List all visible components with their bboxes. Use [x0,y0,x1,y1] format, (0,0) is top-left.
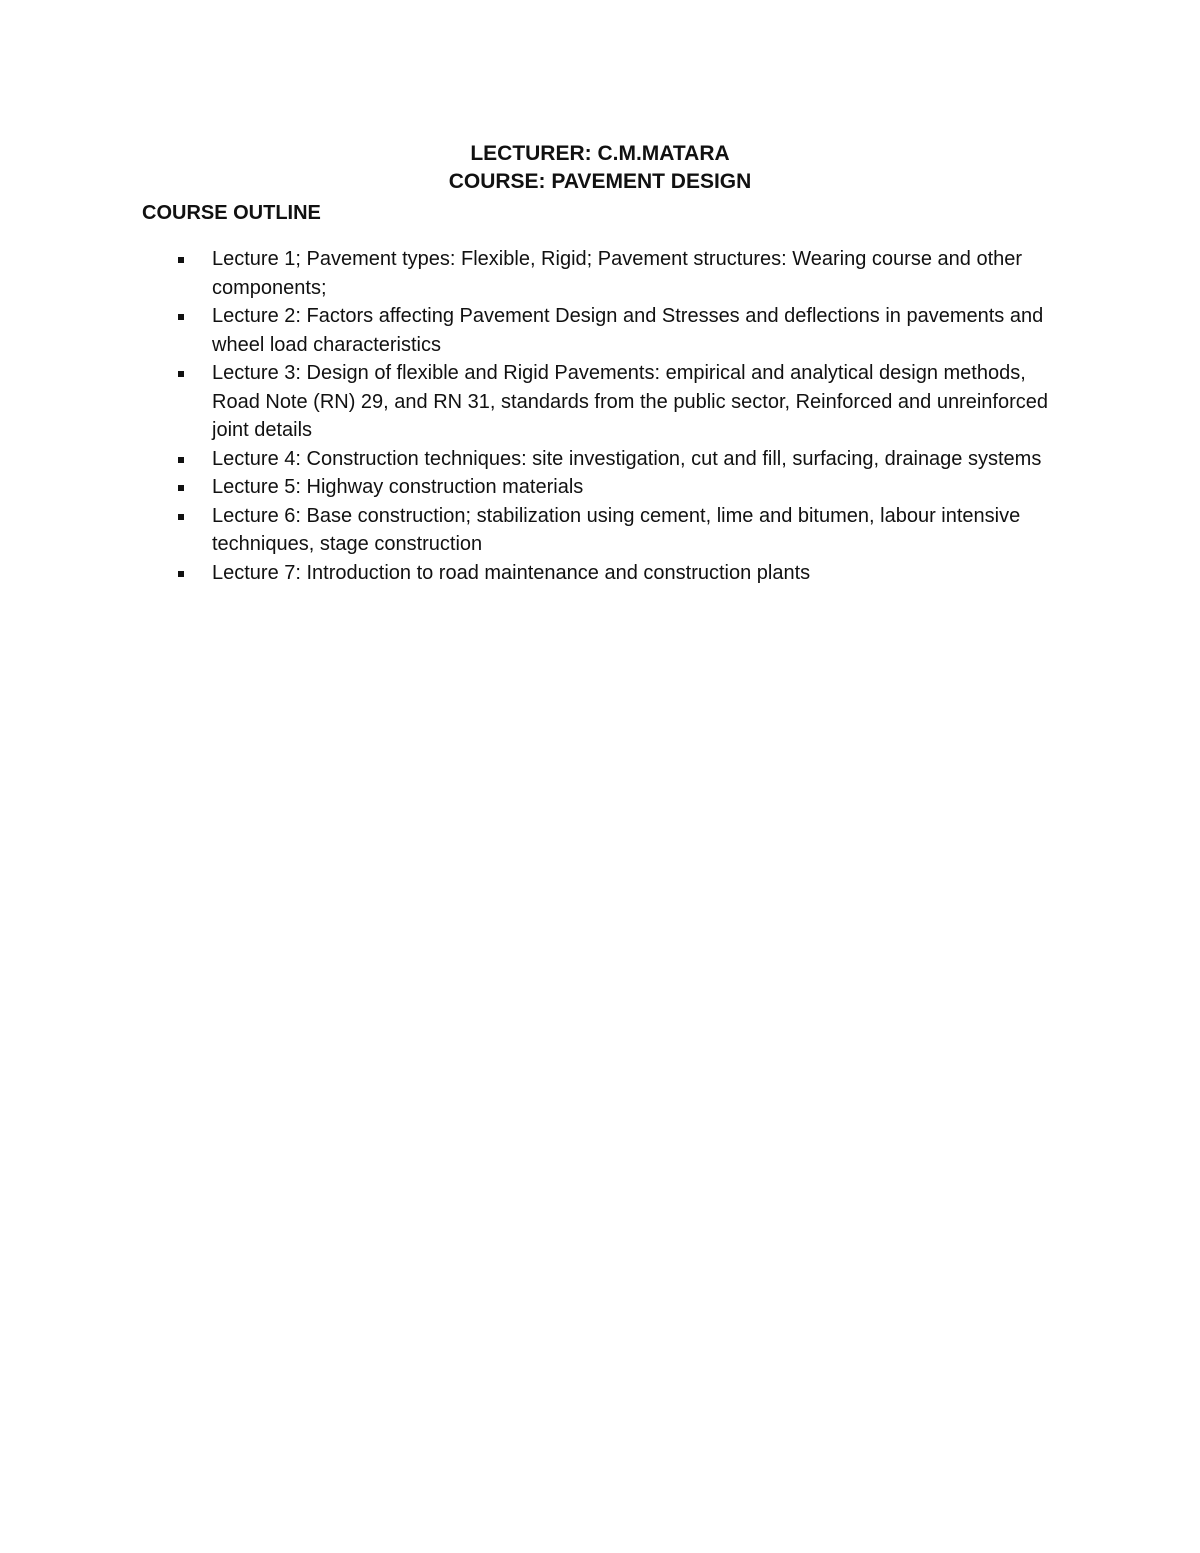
list-item-lecture-5 [142,473,1062,502]
square-bullet-icon [178,257,184,263]
square-bullet-icon [178,571,184,577]
lecture-4-text: Lecture 4: Construction techniques: site investigation, cut and fill, surfacing, drainage systems [212,447,1042,470]
list-item-lecture-3 [142,359,1062,445]
list-item-lecture-2 [142,302,1062,359]
lecture-3-text: Lecture 3: Design of flexible and Rigid Pavements: empirical and analytical design methods, Road Note (RN) 29, and RN 31, standards from the public sector, Reinforced and unreinforced joint details [212,362,1048,441]
lecturer-line: LECTURER: C.M.MATARA [470,142,730,165]
lecture-6-text: Lecture 6: Base construction; stabilization using cement, lime and bitumen, labour intensive techniques, stage construction [212,504,1021,555]
lecture-2-text: Lecture 2: Factors affecting Pavement Design and Stresses and deflections in pavements and wheel load characteristics [212,305,1044,356]
square-bullet-icon [178,314,184,320]
list-item-lecture-7 [142,559,1062,588]
lecture-7-text: Lecture 7: Introduction to road maintenance and construction plants [212,561,811,584]
square-bullet-icon [178,457,184,463]
course-outline-heading: COURSE OUTLINE [142,202,321,224]
lecture-1-text: Lecture 1; Pavement types: Flexible, Rigid; Pavement structures: Wearing course and other components; [212,248,1023,299]
course-title: COURSE: PAVEMENT DESIGN [448,170,752,193]
square-bullet-icon [178,514,184,520]
list-item-lecture-6 [142,502,1062,559]
document-header [0,140,1200,196]
list-item-lecture-4 [142,445,1062,474]
list-item-lecture-1 [142,245,1062,302]
square-bullet-icon [178,485,184,491]
course-outline-list [142,245,1062,587]
lecture-5-text: Lecture 5: Highway construction materials [212,476,584,498]
square-bullet-icon [178,371,184,377]
